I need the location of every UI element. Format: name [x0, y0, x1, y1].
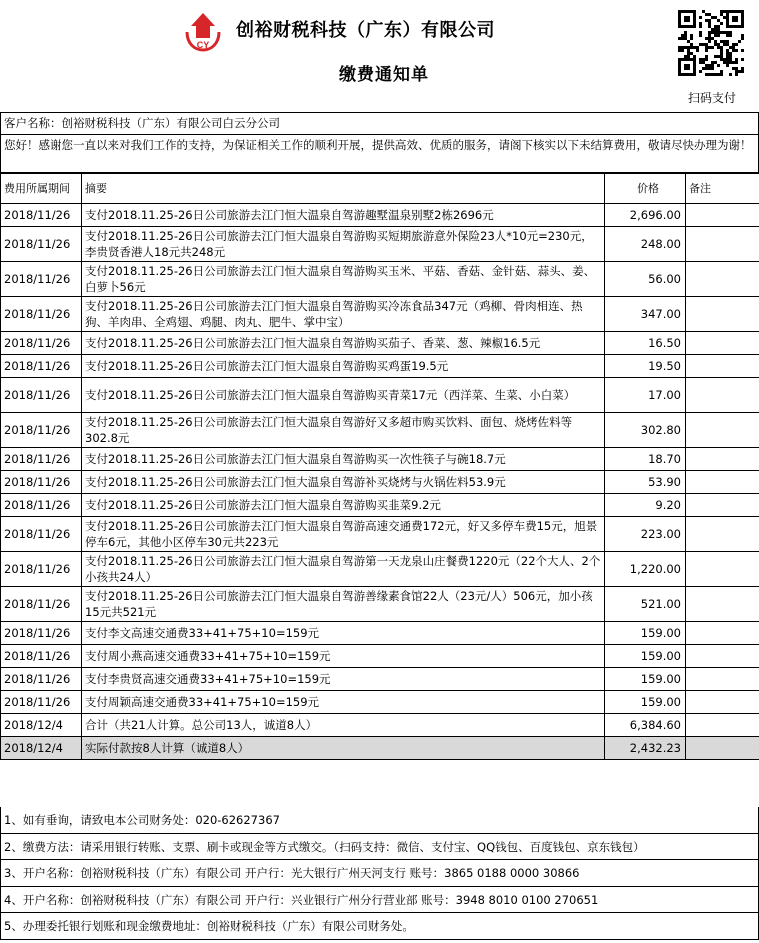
row-summary: 支付2018.11.25-26日公司旅游去江门恒大温泉自驾游好又多超市购买饮料、面包、烧烤佐料等302.8元	[82, 413, 605, 448]
row-date: 2018/12/4	[1, 714, 82, 737]
row-summary: 支付2018.11.25-26日公司旅游去江门恒大温泉自驾游购买青菜17元（西洋菜、生菜、小白菜）	[82, 378, 605, 413]
table-row	[1, 714, 759, 737]
row-price: 223.00	[605, 517, 686, 552]
row-date: 2018/11/26	[1, 355, 82, 378]
row-price: 17.00	[605, 378, 686, 413]
row-price: 347.00	[605, 297, 686, 332]
table-row	[1, 355, 759, 378]
table-row	[1, 737, 759, 760]
row-remark	[686, 494, 759, 517]
header-remark: 备注	[686, 174, 759, 204]
row-summary: 支付2018.11.25-26日公司旅游去江门恒大温泉自驾游购买冷冻食品347元（鸡柳、骨肉相连、热狗、羊肉串、全鸡翅、鸡腿、肉丸、肥牛、掌中宝）	[82, 297, 605, 332]
note-address: 5、办理委托银行划账和现金缴费地址：创裕财税科技（广东）有限公司财务处。	[0, 913, 759, 940]
table-row	[1, 552, 759, 587]
qr-code[interactable]	[676, 8, 746, 78]
table-row	[1, 297, 759, 332]
row-price: 2,696.00	[605, 204, 686, 227]
note-bank-account-2: 4、开户名称：创裕财税科技（广东）有限公司 开户行：兴业银行广州分行营业部 账号：3948 8010 0100 270651	[0, 887, 759, 914]
logo-text: CY	[196, 40, 210, 50]
row-price: 19.50	[605, 355, 686, 378]
row-date: 2018/11/26	[1, 204, 82, 227]
row-summary: 支付2018.11.25-26日公司旅游去江门恒大温泉自驾游购买一次性筷子与碗18.7元	[82, 448, 605, 471]
row-remark	[686, 622, 759, 645]
table-row	[1, 622, 759, 645]
greeting-text: 您好！感谢您一直以来对我们工作的支持，为保证相关工作的顺利开展，提供高效、优质的服务，请阁下核实以下未结算费用，敬请尽快办理为谢！	[0, 135, 759, 173]
note-contact: 1、如有垂询，请致电本公司财务处：020-62627367	[0, 807, 759, 834]
table-row	[1, 204, 759, 227]
row-date: 2018/11/26	[1, 645, 82, 668]
table-row	[1, 448, 759, 471]
row-price: 159.00	[605, 691, 686, 714]
table-row	[1, 494, 759, 517]
row-date: 2018/11/26	[1, 587, 82, 622]
row-remark	[686, 668, 759, 691]
row-summary: 支付2018.11.25-26日公司旅游去江门恒大温泉自驾游购买短期旅游意外保险23人*10元=230元，李贵贤香港人18元共248元	[82, 227, 605, 262]
row-price: 302.80	[605, 413, 686, 448]
row-remark	[686, 227, 759, 262]
row-date: 2018/11/26	[1, 227, 82, 262]
row-price: 6,384.60	[605, 714, 686, 737]
row-date: 2018/12/4	[1, 737, 82, 760]
row-date: 2018/11/26	[1, 517, 82, 552]
table-row	[1, 471, 759, 494]
row-price: 159.00	[605, 622, 686, 645]
row-price: 159.00	[605, 645, 686, 668]
row-date: 2018/11/26	[1, 262, 82, 297]
row-summary: 合计（共21人计算。总公司13人，诚道8人）	[82, 714, 605, 737]
row-remark	[686, 714, 759, 737]
row-summary: 支付李贵贤高速交通费33+41+75+10=159元	[82, 668, 605, 691]
header-period: 费用所属期间	[1, 174, 82, 204]
row-remark	[686, 297, 759, 332]
row-date: 2018/11/26	[1, 448, 82, 471]
row-price: 16.50	[605, 332, 686, 355]
note-payment-method: 2、缴费方法：请采用银行转账、支票、刷卡或现金等方式缴交。（扫码支持：微信、支付宝、QQ钱包、百度钱包、京东钱包）	[0, 834, 759, 861]
row-summary: 支付2018.11.25-26日公司旅游去江门恒大温泉自驾游购买玉米、平菇、香菇、金针菇、蒜头、姜、白萝卜56元	[82, 262, 605, 297]
row-summary: 支付李文高速交通费33+41+75+10=159元	[82, 622, 605, 645]
note-bank-account-1: 3、开户名称：创裕财税科技（广东）有限公司 开户行：光大银行广州天河支行 账号：3865 0188 0000 30866	[0, 860, 759, 887]
row-remark	[686, 645, 759, 668]
row-remark	[686, 691, 759, 714]
row-summary: 实际付款按8人计算（诚道8人）	[82, 737, 605, 760]
row-date: 2018/11/26	[1, 413, 82, 448]
row-date: 2018/11/26	[1, 297, 82, 332]
header-price: 价格	[605, 174, 686, 204]
table-row	[1, 227, 759, 262]
header-summary: 摘要	[82, 174, 605, 204]
table-row	[1, 378, 759, 413]
row-remark	[686, 332, 759, 355]
row-date: 2018/11/26	[1, 622, 82, 645]
row-price: 521.00	[605, 587, 686, 622]
document-header	[0, 0, 759, 112]
notice-title: 缴费通知单	[339, 65, 429, 85]
row-remark	[686, 448, 759, 471]
table-row	[1, 691, 759, 714]
fee-notice-sheet	[0, 112, 759, 760]
row-price: 53.90	[605, 471, 686, 494]
qr-pay-label: 扫码支付	[688, 91, 737, 105]
row-remark	[686, 413, 759, 448]
table-row	[1, 517, 759, 552]
row-remark	[686, 204, 759, 227]
row-date: 2018/11/26	[1, 378, 82, 413]
table-row	[1, 413, 759, 448]
row-price: 248.00	[605, 227, 686, 262]
table-row	[1, 332, 759, 355]
row-date: 2018/11/26	[1, 332, 82, 355]
row-remark	[686, 517, 759, 552]
row-remark	[686, 355, 759, 378]
company-logo	[181, 10, 225, 52]
customer-name: 客户名称：创裕财税科技（广东）有限公司白云分公司	[0, 113, 759, 135]
row-summary: 支付周小燕高速交通费33+41+75+10=159元	[82, 645, 605, 668]
row-summary: 支付2018.11.25-26日公司旅游去江门恒大温泉自驾游高速交通费172元，好又多停车费15元，旭景停车6元，其他小区停车30元共223元	[82, 517, 605, 552]
row-summary: 支付2018.11.25-26日公司旅游去江门恒大温泉自驾游第一天龙泉山庄餐费1220元（22个大人、2个小孩共24人）	[82, 552, 605, 587]
table-header-row	[1, 174, 759, 204]
table-row	[1, 645, 759, 668]
row-price: 2,432.23	[605, 737, 686, 760]
row-remark	[686, 552, 759, 587]
row-summary: 支付2018.11.25-26日公司旅游去江门恒大温泉自驾游善缘素食馆22人（23元/人）506元，加小孩15元共521元	[82, 587, 605, 622]
row-price: 56.00	[605, 262, 686, 297]
row-remark	[686, 378, 759, 413]
row-price: 18.70	[605, 448, 686, 471]
row-date: 2018/11/26	[1, 494, 82, 517]
table-row	[1, 262, 759, 297]
row-summary: 支付2018.11.25-26日公司旅游去江门恒大温泉自驾游购买韭菜9.2元	[82, 494, 605, 517]
row-date: 2018/11/26	[1, 552, 82, 587]
row-summary: 支付周颖高速交通费33+41+75+10=159元	[82, 691, 605, 714]
row-date: 2018/11/26	[1, 691, 82, 714]
row-remark	[686, 587, 759, 622]
row-date: 2018/11/26	[1, 668, 82, 691]
row-remark	[686, 262, 759, 297]
notes-section	[0, 807, 759, 940]
row-remark	[686, 471, 759, 494]
row-remark	[686, 737, 759, 760]
company-name: 创裕财税科技（广东）有限公司	[236, 20, 495, 41]
row-summary: 支付2018.11.25-26日公司旅游去江门恒大温泉自驾游购买茄子、香菜、葱、辣椒16.5元	[82, 332, 605, 355]
row-price: 1,220.00	[605, 552, 686, 587]
table-row	[1, 668, 759, 691]
row-summary: 支付2018.11.25-26日公司旅游去江门恒大温泉自驾游补买烧烤与火锅佐料53.9元	[82, 471, 605, 494]
row-price: 159.00	[605, 668, 686, 691]
row-summary: 支付2018.11.25-26日公司旅游去江门恒大温泉自驾游购买鸡蛋19.5元	[82, 355, 605, 378]
row-summary: 支付2018.11.25-26日公司旅游去江门恒大温泉自驾游趣墅温泉别墅2栋2696元	[82, 204, 605, 227]
row-price: 9.20	[605, 494, 686, 517]
row-date: 2018/11/26	[1, 471, 82, 494]
fee-table	[0, 173, 759, 760]
table-row	[1, 587, 759, 622]
